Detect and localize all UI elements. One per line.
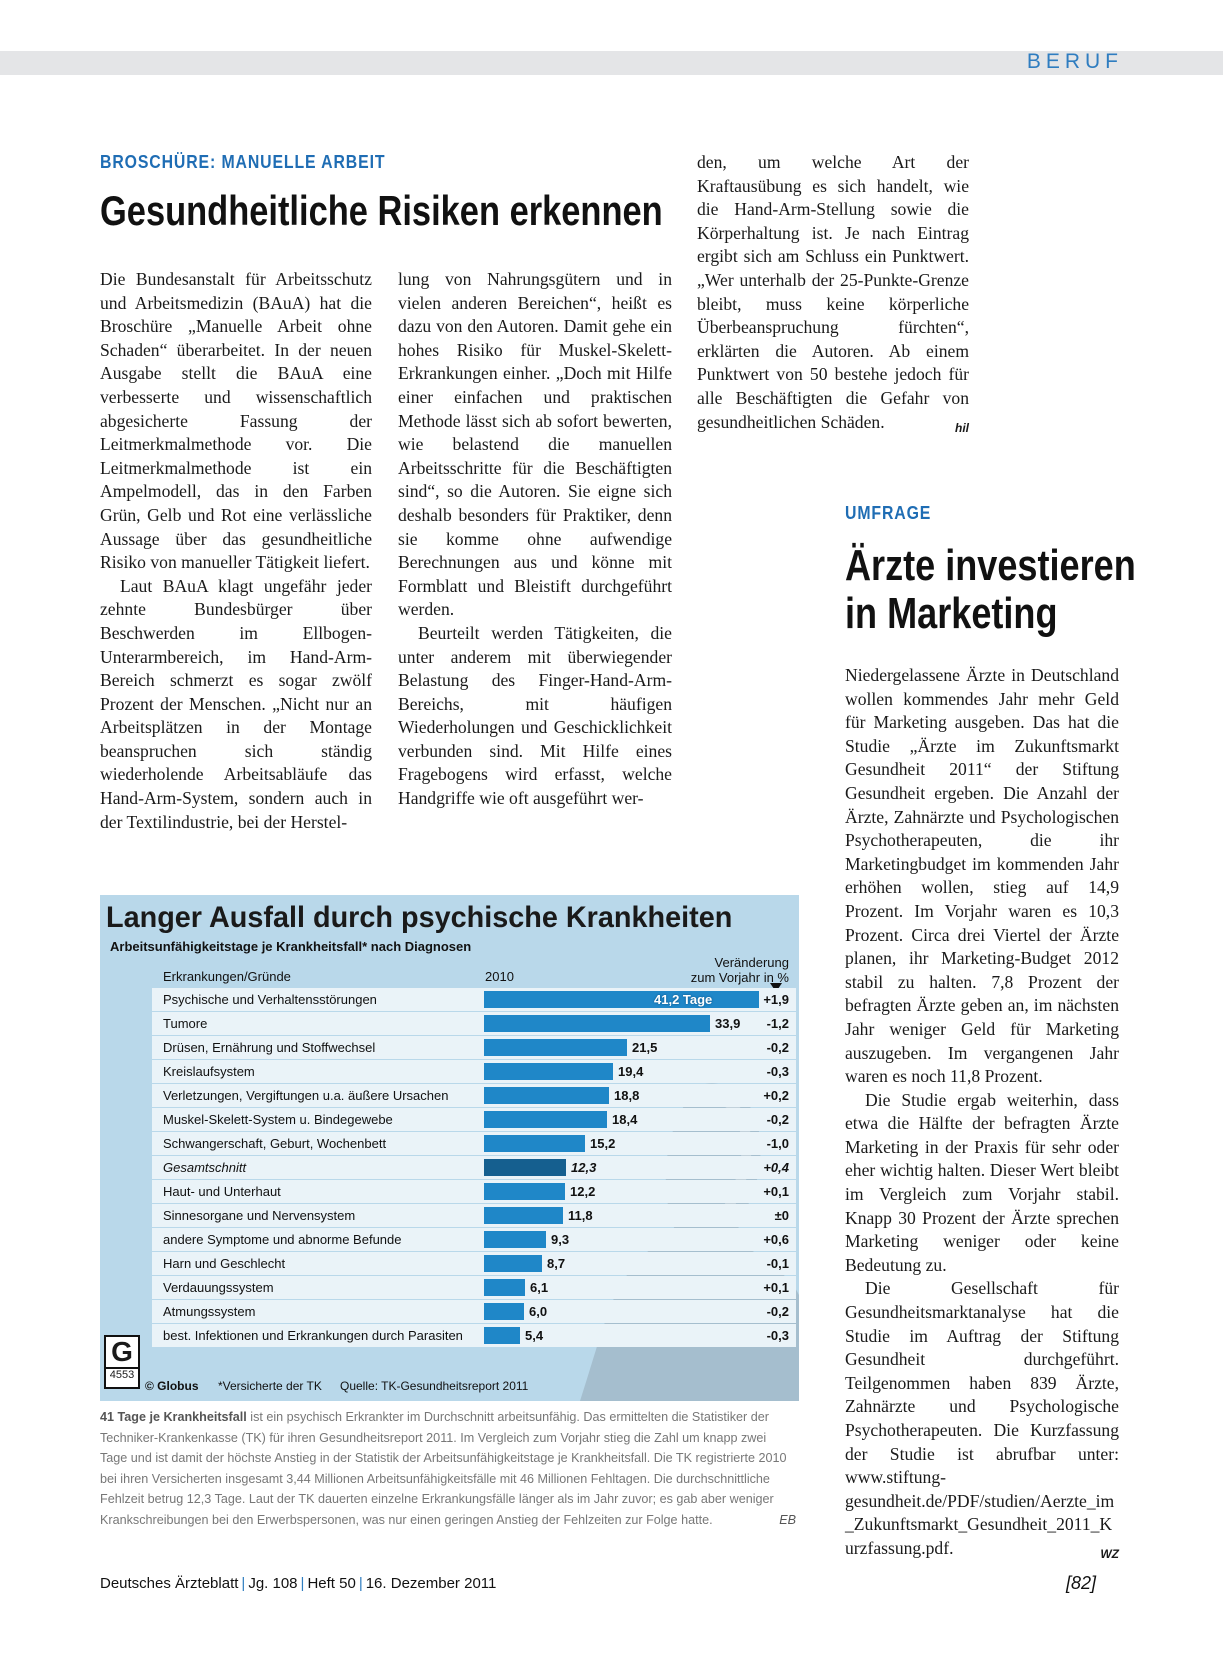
journal-issue: Heft 50 — [307, 1575, 356, 1592]
article2-paragraph: Die Gesellschaft für Gesundheitsmarktanalyse hat die Studie im Auftrag der Stiftung Gesundheit durchgeführt. Teilgenommen haben 839 Ärzte, Zahnärzte und Psychologische Psychotherapeuten. Die Kurzfassung der Studie ist abrufbar unter: www.stiftung-gesundheit.de/PDF/studien/Aerzte_im_Zukunftsmarkt_Gesundheit_2011_Kurzfassung.pdf. — [845, 1278, 1119, 1558]
change-label: +0,2 — [763, 1088, 789, 1103]
article2-kicker: UMFRAGE — [845, 503, 932, 523]
article1-kicker: BROSCHÜRE: MANUELLE ARBEIT — [100, 152, 386, 172]
bar — [484, 1279, 525, 1296]
chart-title: Langer Ausfall durch psychische Krankheiten — [106, 901, 733, 934]
data-label: 41,2 Tage — [654, 992, 713, 1007]
article1-paragraph: den, um welche Art der Kraftausübung es sich handelt, wie die Hand-Arm-Stellung sowie die Körperhaltung ist. Je nach Eintrag ergibt sich am Schluss ein Punktwert. „Wer unterhalb der 25-Punkte-Grenze bleibt, muss keine körperliche Überbeanspruchung fürchten“, erklärten die Autoren. Ab einem Punktwert von 50 bestehe jedoch für alle Beschäftigten die Gefahr von gesundheitlichen Schäden. — [697, 152, 969, 432]
data-label: 12,2 — [570, 1184, 596, 1199]
category-label: Kreislaufsystem — [163, 1064, 255, 1079]
change-label: -0,2 — [766, 1112, 789, 1127]
category-label: Schwangerschaft, Geburt, Wochenbett — [163, 1136, 387, 1151]
bar — [484, 1231, 546, 1248]
data-label: 18,8 — [614, 1088, 640, 1103]
chart-footnote: *Versicherte der TK — [218, 1379, 322, 1393]
data-label: 33,9 — [715, 1016, 741, 1031]
bar — [484, 1303, 524, 1320]
data-label: 6,0 — [529, 1304, 548, 1319]
category-label: Verdauungssystem — [163, 1280, 274, 1295]
bar — [484, 1039, 627, 1056]
change-label: +0,6 — [763, 1232, 789, 1247]
article2-headline-line: Ärzte investieren — [845, 541, 1136, 590]
article1-column-2 — [398, 268, 672, 811]
change-label: ±0 — [774, 1208, 789, 1223]
globus-g-icon: G — [106, 1337, 138, 1369]
caption-signature: EB — [779, 1512, 796, 1527]
change-label: -0,3 — [766, 1328, 789, 1343]
bar — [484, 1015, 710, 1032]
change-header-line: zum Vorjahr in % — [690, 970, 789, 985]
data-label: 5,4 — [525, 1328, 544, 1343]
article1-signature: hil — [955, 420, 969, 435]
logo-number: 4553 — [109, 1369, 135, 1381]
data-label: 9,3 — [551, 1232, 570, 1247]
change-header-line: Veränderung — [714, 955, 789, 970]
bar — [484, 1255, 542, 1272]
chart — [100, 895, 799, 1401]
article2-headline-line: in Marketing — [845, 588, 1058, 638]
category-label: Drüsen, Ernährung und Stoffwechsel — [163, 1040, 376, 1055]
section-label: BERUF — [1026, 50, 1123, 73]
chart-source-brand: © Globus — [145, 1379, 199, 1393]
article1-headline: Gesundheitliche Risiken erkennen — [100, 187, 663, 234]
bar — [484, 991, 759, 1008]
data-label: 18,4 — [612, 1112, 638, 1127]
article2-body — [845, 664, 1119, 1567]
chart-row-background — [152, 1156, 796, 1179]
journal-date: 16. Dezember 2011 — [365, 1575, 497, 1592]
category-label: Psychische und Verhaltensstörungen — [163, 992, 377, 1007]
footer-separator: | — [300, 1575, 305, 1592]
article1-column-1 — [100, 268, 372, 834]
change-label: +0,1 — [763, 1280, 789, 1295]
bar — [484, 1327, 520, 1344]
change-label: -0,2 — [766, 1040, 789, 1055]
bar — [484, 1183, 565, 1200]
data-label: 15,2 — [590, 1136, 616, 1151]
bar — [484, 1159, 566, 1176]
change-label: +0,4 — [763, 1160, 789, 1175]
chart-source: Quelle: TK-Gesundheitsreport 2011 — [340, 1379, 529, 1393]
change-header — [691, 955, 789, 985]
bar — [484, 1135, 585, 1152]
bar — [484, 1111, 607, 1128]
article1-paragraph: Beurteilt werden Tätigkeiten, die unter anderem mit überwiegender Belastung des Finger-Hand-Arm-Bereichs, mit häufigen Wiederholungen und Geschicklichkeit verbunden sind. Mit Hilfe eines Fragebogens wird erfasst, welche Handgriffe wie oft ausgeführt wer- — [398, 622, 672, 809]
footer-separator: | — [241, 1575, 246, 1592]
category-label: Muskel-Skelett-System u. Bindegewebe — [163, 1112, 393, 1127]
article2-headline — [845, 542, 1136, 637]
change-label: +0,1 — [763, 1184, 789, 1199]
data-label: 19,4 — [618, 1064, 644, 1079]
caption-lead: 41 Tage je Krankheitsfall — [100, 1410, 247, 1424]
category-label: Verletzungen, Vergiftungen u.a. äußere Ursachen — [163, 1088, 449, 1103]
category-label: Harn und Geschlecht — [163, 1256, 286, 1271]
article2-paragraph: Die Studie ergab weiterhin, dass etwa die Hälfte der befragten Ärzte Marketing in der Praxis für sehr oder eher wichtig halten. Dieser Wert bleibt im Vergleich zum Vorjahr stabil. Knapp 30 Prozent der Ärzte sprechen Marketing weniger oder keine Bedeutung zu. — [845, 1089, 1119, 1275]
data-label: 6,1 — [530, 1280, 549, 1295]
change-label: -0,3 — [766, 1064, 789, 1079]
footer-citation — [100, 1575, 496, 1592]
footer-separator: | — [358, 1575, 363, 1592]
change-label: -1,2 — [766, 1016, 789, 1031]
data-label: 21,5 — [632, 1040, 658, 1055]
data-label: 11,8 — [568, 1208, 593, 1223]
article2-paragraph: Niedergelassene Ärzte in Deutschland wollen kommendes Jahr mehr Geld für Marketing ausgeben. Das hat die Studie „Ärzte im Zukunftsmarkt Gesundheit 2011“ der Stiftung Gesundheit ergeben. Die Anzahl der Ärzte, Zahnärzte und Psychologischen Psychotherapeuten, die ihr Marketingbudget im kommenden Jahr erhöhen wollen, stieg auf 14,9 Prozent. Im Vorjahr waren es 10,3 Prozent. Circa drei Viertel der Ärzte planen, ihr Marketing-Budget 2012 stabil zu halten. 7,8 Prozent der befragten Ärzte geben an, im nächsten Jahr weniger Geld für Marketing auszugeben. Im vergangenen Jahr waren es noch 11,8 Prozent. — [845, 665, 1119, 1087]
article1-paragraph: Die Bundesanstalt für Arbeitsschutz und Arbeitsmedizin (BAuA) hat die Broschüre „Manuelle Arbeit ohne Schaden“ überarbeitet. In der neuen Ausgabe stellt die BAuA eine verbesserte und wissenschaftlich abgesicherte Fassung der Leitmerkmalmethode vor. Die Leitmerkmalmethode ist ein Ampelmodell, das in den Farben Grün, Gelb und Rot eine verlässliche Aussage über das gesundheitliche Risiko von manueller Tätigkeit liefert. — [100, 269, 372, 573]
bar — [484, 1087, 609, 1104]
article1-paragraph: lung von Nahrungsgütern und in vielen anderen Bereichen“, heißt es dazu von den Autoren. Damit gehe ein hohes Risiko für Muskel-Skelett-Erkrankungen einher. „Doch mit Hilfe einer einfachen und praktischen Methode lässt sich ab sofort bewerten, wie belastend die manuellen Arbeitsschritte für die Beschäftigten sind“, so die Autoren. Sie eigne sich deshalb besonders für Praktiker, denn sie komme ohne aufwendige Berechnungen aus und könne mit Formblatt und Bleistift durchgeführt werden. — [398, 269, 672, 620]
category-label: Sinnesorgane und Nervensystem — [163, 1208, 356, 1223]
caption-text: ist ein psychisch Erkrankter im Durchschnitt arbeitsunfähig. Das ermittelten die Statistiker der Techniker-Krankenkasse (TK) für ihren Gesundheitsreport 2011. Im Vergleich zum Vorjahr stieg die Zahl um knapp zwei Tage und ist damit der höchste Anstieg in der Statistik der Arbeitsunfähigkeitstage je Krankheitsfall. Die TK registrierte 2010 bei ihren Versicherten insgesamt 3,44 Millionen Arbeitsunfähigkeitsfälle mit 46 Millionen Fehltagen. Die durchschnittliche Fehlzeit betrug 12,3 Tage. Laut der TK dauerten einzelne Erkrankungsfälle länger als im Jahr zuvor; es gab aber weniger Krankschreibungen bei den Erwerbspersonen, was nur einen geringen Anstieg der Fehlzeiten zur Folge hatte. — [100, 1410, 787, 1527]
article1-paragraph: Laut BAuA klagt ungefähr jeder zehnte Bundesbürger über Beschwerden im Ellbogen-Unterarmbereich, im Hand-Arm-Bereich schmerzt es sogar zwölf Prozent der Menschen. „Nicht nur an Arbeitsplätzen in der Montage beanspruchen sich ständig wiederholende Arbeitsabläufe das Hand-Arm-System, sondern auch in der Textilindustrie, bei der Herstel- — [100, 575, 372, 832]
category-label: Tumore — [163, 1016, 208, 1031]
chart-caption — [100, 1407, 796, 1531]
data-label: 8,7 — [547, 1256, 566, 1271]
chart-subtitle: Arbeitsunfähigkeitstage je Krankheitsfall* nach Diagnosen — [110, 939, 472, 954]
change-label: -1,0 — [766, 1136, 789, 1151]
page-number: [82] — [1065, 1573, 1096, 1593]
article1-column-3 — [697, 151, 969, 440]
change-label: -0,2 — [766, 1304, 789, 1319]
bar — [484, 1063, 613, 1080]
globus-logo — [104, 1335, 140, 1389]
change-label: +1,9 — [763, 992, 789, 1007]
category-label: andere Symptome und abnorme Befunde — [163, 1232, 402, 1247]
bar — [484, 1207, 563, 1224]
category-header: Erkrankungen/Gründe — [163, 969, 291, 984]
category-label: Atmungssystem — [163, 1304, 256, 1319]
journal-volume: Jg. 108 — [248, 1575, 298, 1592]
category-label: best. Infektionen und Erkrankungen durch Parasiten — [163, 1328, 463, 1343]
journal-name: Deutsches Ärzteblatt — [100, 1575, 239, 1592]
change-label: -0,1 — [766, 1256, 789, 1271]
article2-signature: WZ — [1100, 1546, 1119, 1561]
category-label: Gesamtschnitt — [163, 1160, 247, 1175]
data-label: 12,3 — [571, 1160, 597, 1175]
category-label: Haut- und Unterhaut — [163, 1184, 281, 1199]
year-header: 2010 — [485, 969, 514, 984]
